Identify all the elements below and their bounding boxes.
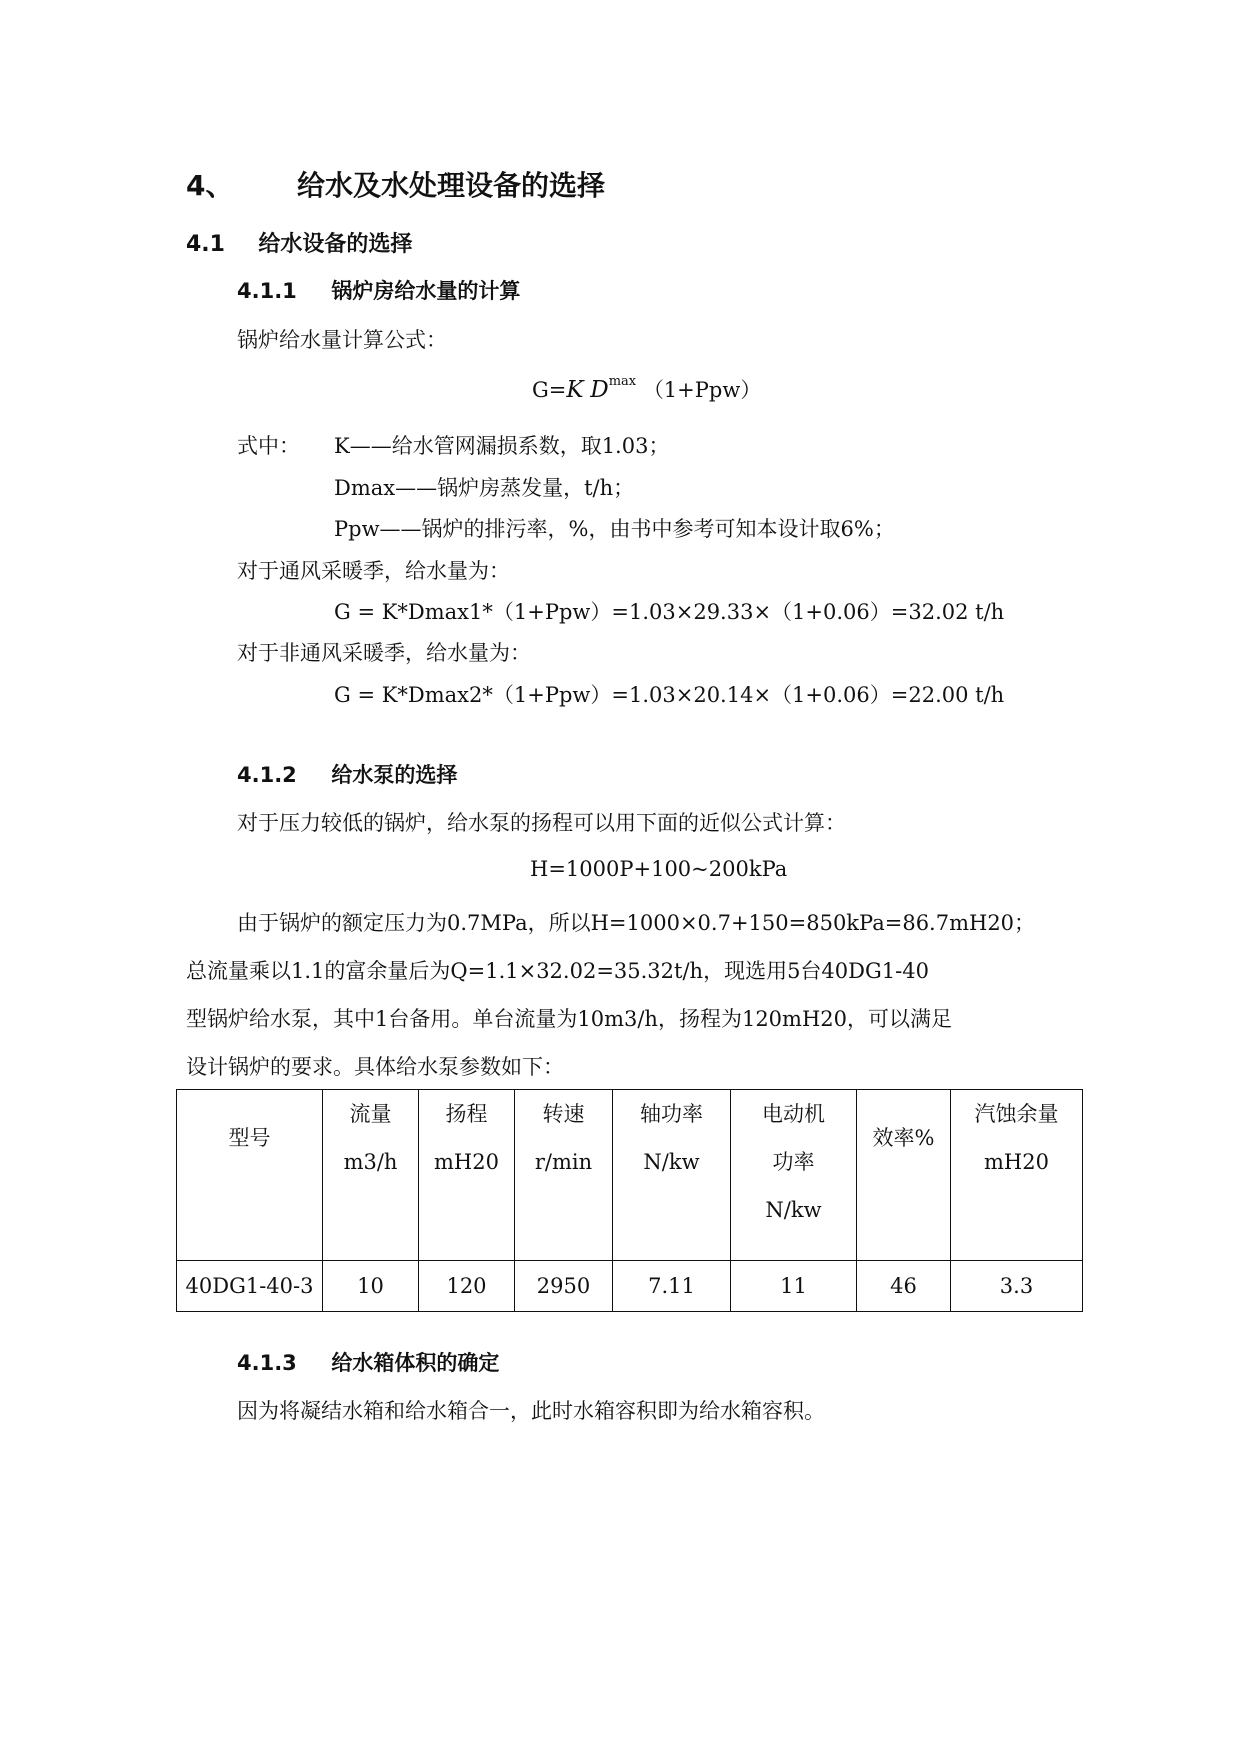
section-4-1-2-heading [237,759,457,789]
section-4-1-2-number: 4.1.2 [237,763,297,787]
formula-sup: max [608,374,637,389]
header-npsh: 汽蚀余量 mH20 [951,1090,1083,1261]
cell-speed: 2950 [515,1261,613,1312]
formula-rest: （1+Ppw） [642,378,762,402]
pump-head-formula: H=1000P+100~200kPa [530,857,788,881]
section-4-1-number: 4.1 [186,232,225,257]
header-head: 扬程 mH20 [419,1090,515,1261]
legend-item-dmax: Dmax——锅炉房蒸发量，t/h； [334,476,635,500]
case1-label: 对于通风采暖季，给水量为： [237,559,510,583]
cell-model: 40DG1-40-3 [177,1261,323,1312]
table-row [177,1261,1083,1312]
formula-lhs: G= [532,378,567,402]
legend-label: 式中： [237,434,300,458]
section-4-1-title: 给水设备的选择 [258,232,413,257]
header-shaft-power: 轴功率 N/kw [613,1090,731,1261]
section-4-1-3-heading [237,1347,499,1377]
header-flow: 流量 m3/h [323,1090,419,1261]
cell-flow: 10 [323,1261,419,1312]
header-motor-power: 电动机 功率 N/kw [731,1090,857,1261]
cell-head: 120 [419,1261,515,1312]
formula-d: D [590,377,609,403]
pump-head-intro: 对于压力较低的锅炉，给水泵的扬程可以用下面的近似公式计算： [237,811,846,835]
cell-efficiency: 46 [857,1261,951,1312]
pump-paragraph-line-4: 设计锅炉的要求。具体给水泵参数如下： [186,1055,564,1079]
legend-item-k: K——给水管网漏损系数，取1.03； [334,434,670,458]
header-efficiency: 效率% [857,1090,951,1261]
case1-formula: G = K*Dmax1*（1+Ppw）=1.03×29.33×（1+0.06）=32.02 t/h [334,600,1005,624]
section-4-heading [186,164,605,204]
section-4-1-3-title: 给水箱体积的确定 [331,1351,500,1375]
section-4-1-3-number: 4.1.3 [237,1351,297,1375]
section-4-1-1-number: 4.1.1 [237,279,297,303]
feedwater-formula-intro: 锅炉给水量计算公式： [237,328,447,352]
pump-paragraph-line-3: 型锅炉给水泵，其中1台备用。单台流量为10m3/h，扬程为120mH20，可以满足 [186,1007,952,1031]
cell-npsh: 3.3 [951,1261,1083,1312]
section-4-1-2-title: 给水泵的选择 [331,763,458,787]
case2-label: 对于非通风采暖季，给水量为： [237,641,531,665]
pump-spec-table [176,1089,1083,1312]
case2-formula: G = K*Dmax2*（1+Ppw）=1.03×20.14×（1+0.06）=22.00 t/h [334,683,1005,707]
header-speed: 转速 r/min [515,1090,613,1261]
section-4-1-1-title: 锅炉房给水量的计算 [331,279,521,303]
cell-motor-power: 11 [731,1261,857,1312]
section-4-number: 4、 [186,169,234,202]
tank-volume-text: 因为将凝结水箱和给水箱合一，此时水箱容积即为给水箱容积。 [237,1399,825,1423]
header-model: 型号 [177,1090,323,1261]
formula-k: K [566,377,584,403]
section-4-1-1-heading [237,275,520,305]
section-4-1-heading [186,227,412,258]
pump-paragraph-line-2: 总流量乘以1.1的富余量后为Q=1.1×32.02=35.32t/h，现选用5台40DG1-40 [186,959,929,983]
feedwater-formula [532,374,761,404]
pump-paragraph-line-1: 由于锅炉的额定压力为0.7MPa，所以H=1000×0.7+150=850kPa=86.7mH20； [237,911,1036,935]
section-4-title: 给水及水处理设备的选择 [296,169,605,202]
legend-item-ppw: Ppw——锅炉的排污率，%，由书中参考可知本设计取6%； [334,517,895,541]
cell-shaft-power: 7.11 [613,1261,731,1312]
table-header-row [177,1090,1083,1261]
